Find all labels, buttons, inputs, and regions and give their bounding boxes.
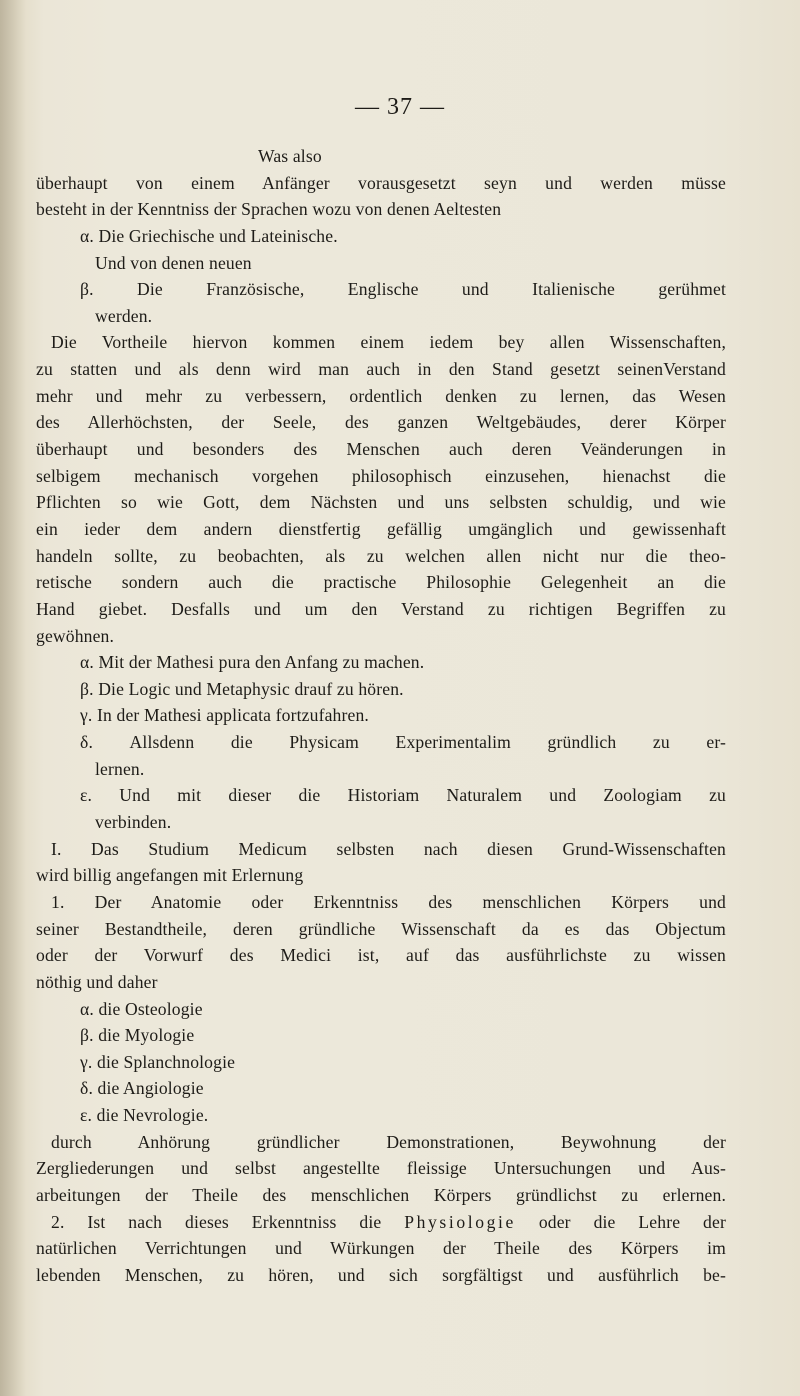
list-item: α. Mit der Mathesi pura den Anfang zu machen.: [80, 652, 425, 673]
text-line: Zergliederungen und selbst angestellte fleissige Untersuchungen und Aus-: [36, 1158, 726, 1179]
list-item: β. Die Französische, Englische und Italienische gerühmet: [80, 279, 726, 300]
text-line: gewöhnen.: [36, 625, 115, 646]
list-item: ε. die Nevrologie.: [80, 1105, 209, 1126]
text-line: selbigem mechanisch vorgehen philosophisch einzusehen, hienachst die: [36, 465, 726, 486]
list-item: δ. die Angiologie: [80, 1078, 204, 1099]
section-heading: I. Das Studium Medicum selbsten nach diesen Grund-Wissenschaften: [51, 838, 726, 859]
text-line: überhaupt und besonders des Menschen auch deren Veänderungen in: [36, 439, 726, 460]
emphasized-term: Physiologie: [404, 1211, 516, 1232]
text-line: Hand giebet. Desfalls und um den Verstand zu richtigen Begriffen zu: [36, 598, 726, 619]
text-line: mehr und mehr zu verbessern, ordentlich denken zu lernen, das Wesen: [36, 385, 726, 406]
list-item: δ. Allsdenn die Physicam Experimentalim gründlich zu er-: [80, 732, 726, 753]
text-line: zu statten und als denn wird man auch in den Stand gesetzt seinenVerstand: [36, 359, 726, 380]
text-line: verbinden.: [95, 812, 172, 833]
text-line: nöthig und daher: [36, 971, 158, 992]
text-line: des Allerhöchsten, der Seele, des ganzen Weltgebäudes, derer Körper: [36, 412, 726, 433]
list-item: α. die Osteologie: [80, 998, 203, 1019]
list-item: α. Die Griechische und Lateinische.: [80, 225, 338, 246]
text-span: oder die Lehre der: [538, 1211, 726, 1232]
text-line: besteht in der Kenntniss der Sprachen wozu von denen Aeltesten: [36, 199, 502, 220]
text-line: werden.: [95, 305, 153, 326]
text-line: Pflichten so wie Gott, dem Nächsten und uns selbsten schuldig, und wie: [36, 492, 726, 513]
page-edge-shadow: [0, 0, 26, 1396]
text-line: Die Vortheile hiervon kommen einem iedem bey allen Wissenschaften,: [51, 332, 726, 353]
text-line: durch Anhörung gründlicher Demonstrationen, Beywohnung der: [51, 1131, 726, 1152]
numbered-item: [36, 1209, 726, 1236]
text-line: arbeitungen der Theile des menschlichen Körpers gründlichst zu erlernen.: [36, 1184, 726, 1205]
text-line: handeln sollte, zu beobachten, als zu welchen allen nicht nur die theo-: [36, 545, 726, 566]
text-line: Was also: [258, 146, 322, 166]
page-body: [36, 143, 726, 1289]
text-line: lernen.: [95, 758, 145, 779]
text-span: 2. Ist nach dieses Erkenntniss die: [51, 1211, 382, 1232]
text-line: überhaupt von einem Anfänger vorausgesetzt seyn und werden müsse: [36, 172, 726, 193]
text-line: seiner Bestandtheile, deren gründliche Wissenschaft da es das Objectum: [36, 918, 726, 939]
list-item: γ. die Splanchnologie: [80, 1051, 236, 1072]
page-number: — 37 —: [355, 94, 445, 120]
list-item: β. die Myologie: [80, 1025, 195, 1046]
text-line: natürlichen Verrichtungen und Würkungen der Theile des Körpers im: [36, 1238, 726, 1259]
text-line: ein ieder dem andern dienstfertig gefällig umgänglich und gewissenhaft: [36, 518, 726, 539]
list-item: β. Die Logic und Metaphysic drauf zu hören.: [80, 678, 404, 699]
text-line: oder der Vorwurf des Medici ist, auf das ausführlichste zu wissen: [36, 945, 726, 966]
text-line: retische sondern auch die practische Philosophie Gelegenheit an die: [36, 572, 726, 593]
text-line: wird billig angefangen mit Erlernung: [36, 865, 304, 886]
numbered-item: 1. Der Anatomie oder Erkenntniss des menschlichen Körpers und: [51, 891, 726, 912]
list-item: γ. In der Mathesi applicata fortzufahren.: [80, 705, 369, 726]
text-line: lebenden Menschen, zu hören, und sich sorgfältigst und ausführlich be-: [36, 1264, 726, 1285]
text-line: Und von denen neuen: [95, 252, 252, 273]
list-item: ε. Und mit dieser die Historiam Naturalem und Zoologiam zu: [80, 785, 726, 806]
